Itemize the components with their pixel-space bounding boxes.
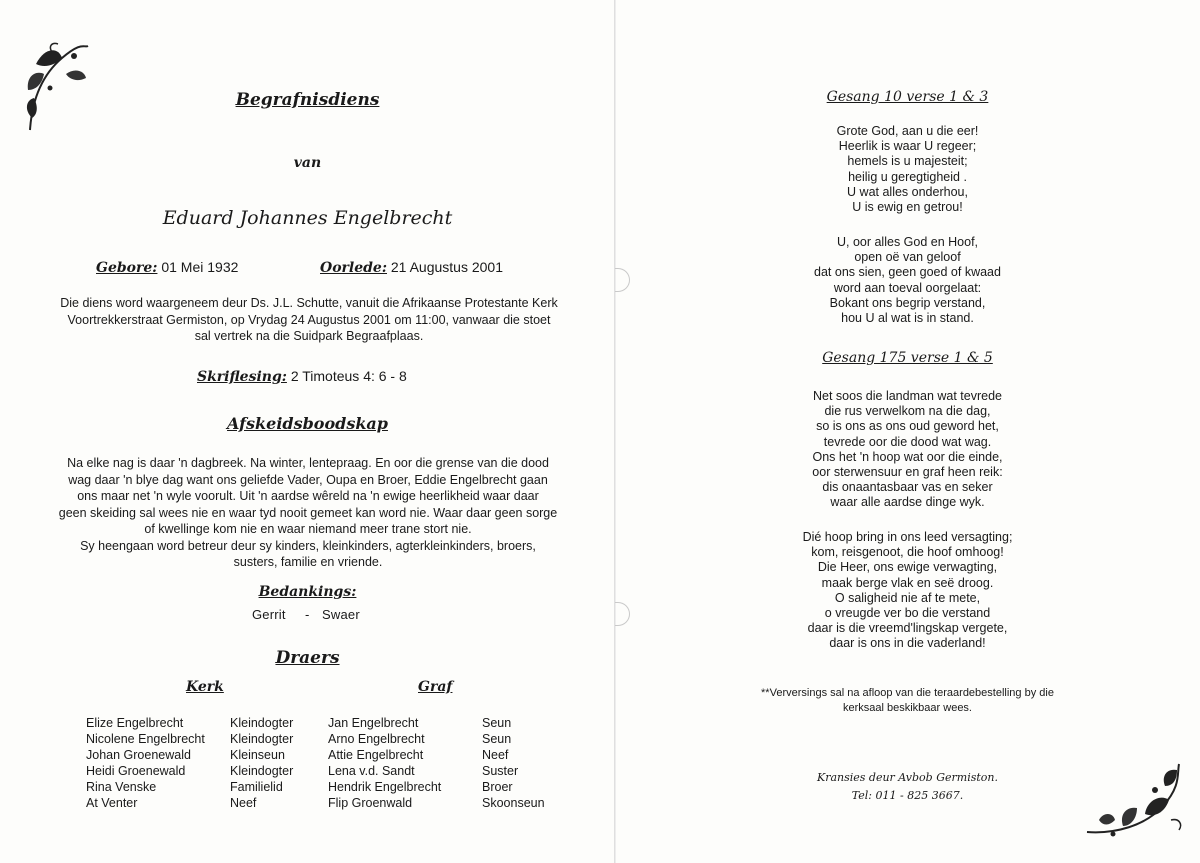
graf-relations [482,715,562,811]
bearer-relation: Kleindogter [230,716,294,730]
wreaths-line: Kransies deur Avbob Germiston. [816,771,998,784]
graf-names [328,715,478,811]
farewell-line: susters, familie en vriende. [233,555,383,569]
service-details [20,295,598,345]
hymn-line: open oë van geloof [854,250,961,265]
hymn-line: U wat alles onderhou, [847,184,968,199]
hymn-line: O saligheid nie af te mete, [834,590,981,605]
hymn-line: Ons het 'n hoop wat oor die einde, [812,449,1003,464]
bearer-relation: Skoonseun [482,796,545,810]
hymn-line: tevrede oor die dood wat wag. [823,434,992,449]
refreshments-line: kerksaal beskikbaar wees. [842,702,972,714]
hymn-line: kom, reisgenoot, die hoof omhoog! [811,545,1004,560]
farewell-message [18,455,598,571]
thanks-title: Bedankings: [258,584,357,600]
farewell-line: wag daar 'n blye dag want ons geliefde Vader, Oupa en Broer, Eddie Engelbrecht gaan [68,472,548,487]
hymn-line: dis onaantasbaar vas en seker [822,480,993,495]
bearer-name: Flip Groenwald [328,796,413,810]
service-line: Voortrekkerstraat Germiston, op Vrydag 24 Augustus 2001 om 11:00, vanwaar die stoet [67,312,551,327]
service-line: Die diens word waargeneem deur Ds. J.L. Schutte, vanuit die Afrikaanse Protestante Kerk [60,296,558,310]
hymn-line: daar is ons in die vaderland! [829,636,986,651]
hymn-line: Bokant ons begrip verstand, [829,295,986,310]
reading-line [197,368,407,385]
bearer-name: Hendrik Engelbrecht [328,780,442,794]
bearer-name: Heidi Groenewald [86,764,186,778]
bearer-name: Rina Venske [86,780,157,794]
died-line [320,259,503,276]
hymn-line: Dié hoop bring in ons leed versagting; [802,530,1013,544]
farewell-line: of kwellinge kom nie en waar niemand meer trane stort nie. [144,522,472,536]
hymn-line: o vreugde ver bo die verstand [824,606,991,621]
hymn-line: hou U al wat is in stand. [841,311,974,326]
right-page [615,0,1200,863]
bearer-relation: Neef [482,748,509,762]
hymn-line: U, oor alles God en Hoof, [836,235,979,249]
hymn-line: die rus verwelkom na die dag, [824,404,991,419]
farewell-line: Sy heengaan word betreur deur sy kinders, kleinkinders, agterkleinkinders, broers, [80,538,536,553]
bearer-name: Attie Engelbrecht [328,748,424,762]
hymn-line: heilig u geregtigheid . [848,169,967,184]
died-label: Oorlede: [320,260,387,276]
bearer-name: Arno Engelbrecht [328,732,425,746]
telephone-line: Tel: 011 - 825 3667. [851,789,964,802]
died-date: 21 Augustus 2001 [390,259,503,275]
refreshments-line: **Verversings sal na afloop van die teraardebestelling by die [761,687,1054,699]
bearer-relation: Seun [482,732,512,746]
floral-corner-ornament-top-left [22,40,92,135]
kerk-relations [230,715,320,811]
thanks-dash: - [305,607,310,622]
hymn2-title: Gesang 175 verse 1 & 5 [822,350,993,366]
bearer-relation: Kleinseun [230,748,285,762]
bearer-relation: Seun [482,716,512,730]
hymn-line: maak berge vlak en seë droog. [821,575,994,590]
bearer-name: Jan Engelbrecht [328,716,419,730]
bearer-relation: Kleindogter [230,764,294,778]
bearer-name: Johan Groenewald [86,748,191,762]
refreshments-note [615,686,1200,716]
bearer-name: Lena v.d. Sandt [328,764,415,778]
farewell-line: geen skeiding sal wees nie en waar tyd nooit gemeet kan word nie. Waar daar geen sorge [58,505,558,520]
farewell-line: ons maar net 'n wyle voorult. Uit 'n aardse wêreld na 'n ewige heerlikheid waar daar [77,489,539,503]
hymn1-stanza2 [615,235,1200,326]
kerk-title: Kerk [186,679,224,695]
hymn2-stanza1 [615,389,1200,511]
farewell-title: Afskeidsboodskap [227,414,388,433]
hymn-line: U is ewig en getrou! [852,200,963,215]
bearer-name: Nicolene Engelbrecht [86,732,205,746]
van-label: van [293,155,322,171]
bearers-title: Draers [275,648,340,668]
hymn1-title: Gesang 10 verse 1 & 3 [826,89,989,105]
reading-label: Skriflesing: [197,369,287,385]
hymn-line: oor sterwensuur en graf heen reik: [812,465,1003,480]
service-line: sal vertrek na die Suidpark Begraafplaas. [194,329,424,343]
hymn-line: waar alle aardse dinge wyk. [830,495,985,510]
thanks-relation: Swaer [322,607,360,622]
bearer-relation: Kleindogter [230,732,294,746]
graf-title: Graf [418,679,453,695]
kerk-names [86,715,226,811]
floral-corner-ornament-bottom-right [1085,760,1185,840]
hymn2-stanza2 [615,530,1200,652]
hymn-line: so is ons as ons oud geword het, [816,419,999,434]
hymn-line: Heerlik is waar U regeer; [838,139,977,154]
reading-text: 2 Timoteus 4: 6 - 8 [290,368,407,384]
bearer-name: At Venter [86,796,138,810]
born-date: 01 Mei 1932 [161,259,239,275]
service-title: Begrafnisdiens [235,90,380,110]
hymn-line: dat ons sien, geen goed of kwaad [814,265,1001,280]
farewell-line: Na elke nag is daar 'n dagbreek. Na winter, lentepraag. En oor die grense van die dood [67,456,549,470]
deceased-name: Eduard Johannes Engelbrecht [162,207,453,229]
hymn-line: Die Heer, ons ewige verwagting, [817,560,998,575]
bearer-relation: Neef [230,796,257,810]
hymn-line: Net soos die landman wat tevrede [813,389,1002,403]
hymn-line: word aan toeval oorgelaat: [833,280,982,295]
bearer-relation: Broer [482,780,513,794]
hymn-line: hemels is u majesteit; [847,154,968,169]
thanks-name: Gerrit [252,607,286,622]
bearer-relation: Suster [482,764,519,778]
hymn1-stanza1 [615,124,1200,215]
bearer-name: Elize Engelbrecht [86,716,184,730]
born-label: Gebore: [96,260,158,276]
born-line [96,259,238,276]
hymn-line: daar is die vreemd'lingskap vergete, [807,621,1008,636]
hymn-line: Grote God, aan u die eer! [836,124,979,138]
bearer-relation: Familielid [230,780,283,794]
